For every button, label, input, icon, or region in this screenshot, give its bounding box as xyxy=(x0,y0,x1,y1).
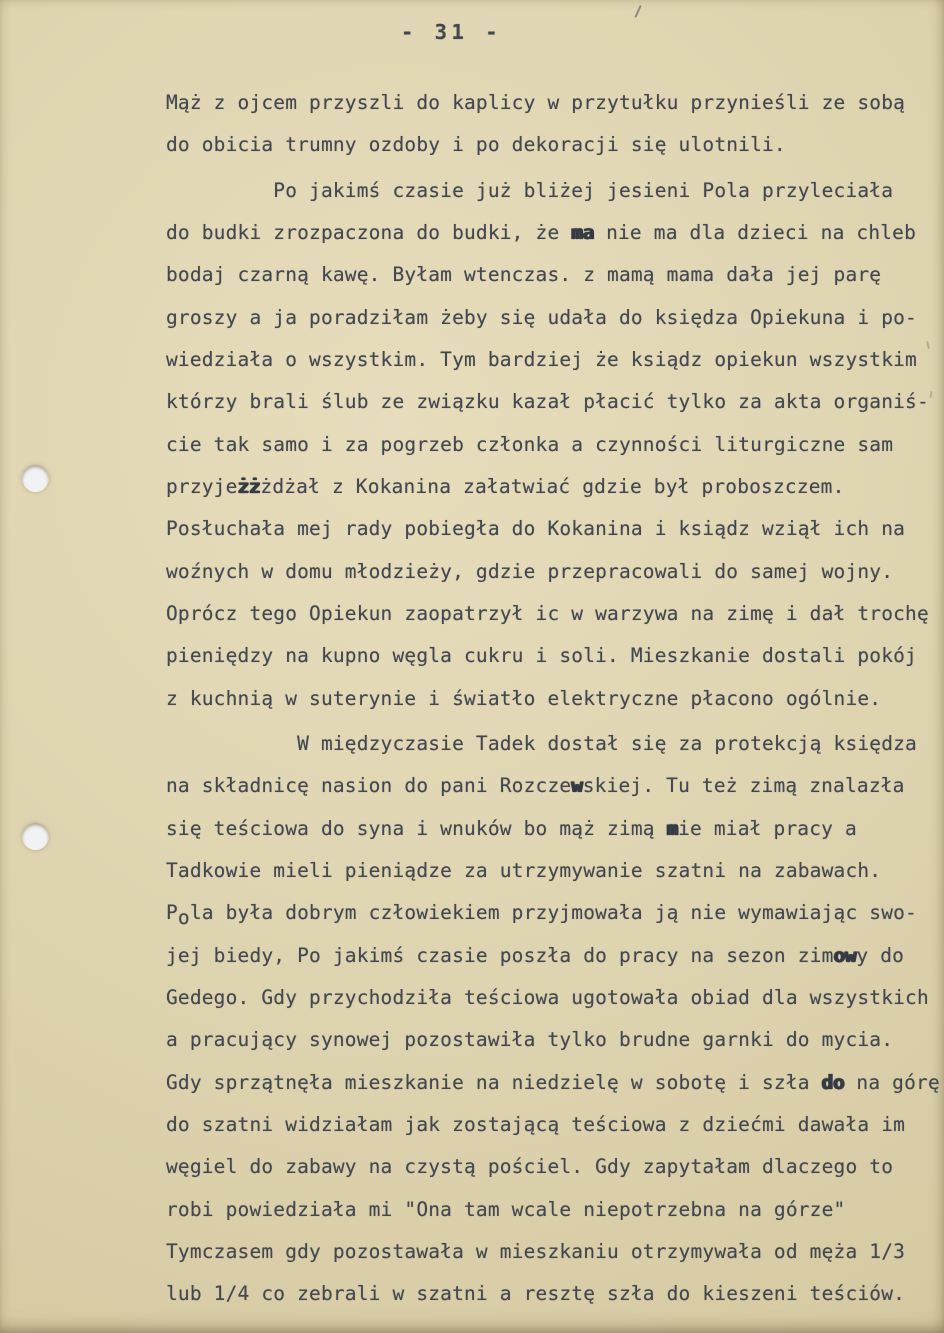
paper-speck xyxy=(929,391,932,398)
text-line: Tymczasem gdy pozostawała w mieszkaniu otrzymywała od męża 1/3 xyxy=(166,1239,906,1263)
overstruck-text: m xyxy=(666,816,679,840)
text-line: Tadkowie mieli pieniądze za utrzymywanie szatni na zabawach. xyxy=(166,858,882,882)
overstruck-text: ow xyxy=(833,943,857,967)
text-body xyxy=(166,82,940,1316)
overstruck-text: ma xyxy=(571,220,595,244)
text-line: groszy a ja poradziłam żeby się udała do księdza Opiekuna i po- xyxy=(166,305,917,329)
text-line: się teściowa do syna i wnuków bo mąż zimą mie miał pracy a xyxy=(166,816,857,840)
text-line: wiedziała o wszystkim. Tym bardziej że ksiądz opiekun wszystkim xyxy=(166,347,917,371)
text-line: lub 1/4 co zebrali w szatni a resztę szła do kieszeni teściów. xyxy=(166,1282,906,1306)
text-line: do obicia trumny ozdoby i po dekoracji się ulotnili. xyxy=(166,133,786,157)
lowered-text: o xyxy=(177,906,190,930)
text-line: węgiel do zabawy na czystą pościel. Gdy zapytałam dlaczego to xyxy=(166,1155,894,1179)
text-line: Oprócz tego Opiekun zaopatrzył ic w warzywa na zimę i dał trochę xyxy=(166,601,929,625)
text-line: robi powiedziała mi "Ona tam wcale niepotrzebna na górze" xyxy=(166,1197,846,1221)
text-line: jej biedy, Po jakimś czasie poszła do pracy na sezon zimowy do xyxy=(166,943,905,967)
text-line: Mąż z ojcem przyszli do kaplicy w przytułku przynieśli ze sobą xyxy=(166,91,906,114)
text-line: a pracujący synowej pozostawiła tylko brudne garnki do mycia. xyxy=(166,1028,894,1052)
overstruck-text: do xyxy=(821,1070,845,1094)
text-line: Gedego. Gdy przychodziła teściowa ugotowała obiad dla wszystkich xyxy=(166,985,929,1009)
text-line: z kuchnią w suterynie i światło elektryczne płacono ogólnie. xyxy=(166,686,882,710)
overstruck-text: w xyxy=(571,774,583,798)
paragraph xyxy=(166,82,928,167)
text-line: cie tak samo i za pogrzeb członka a czynności liturgiczne sam xyxy=(166,432,894,456)
text-line: Posłuchała mej rady pobiegła do Kokanina i ksiądz wziął ich na xyxy=(166,517,906,541)
overstruck-text: żż xyxy=(237,474,261,498)
text-line: Po jakimś czasie już bliżej jesieni Pola przyleciała xyxy=(166,178,894,202)
stray-mark-icon xyxy=(634,5,641,18)
page-number: - 31 - xyxy=(401,20,503,44)
paragraph xyxy=(166,723,940,1316)
text-line: Pola była dobrym człowiekiem przyjmowała ją nie wymawiając swo- xyxy=(166,901,917,930)
text-line: którzy brali ślub ze związku kazał płacić tylko za akta organiś- xyxy=(166,390,929,414)
paragraph xyxy=(166,170,928,720)
text-line: Gdy sprzątnęła mieszkanie na niedzielę w sobotę i szła do na górę xyxy=(166,1070,940,1094)
text-line: bodaj czarną kawę. Byłam wtenczas. z mamą mama dała jej parę xyxy=(166,263,882,287)
text-line: woźnych w domu młodzieży, gdzie przepracowali do samej wojny. xyxy=(166,559,894,583)
punch-hole-bottom xyxy=(22,823,49,850)
text-line: na składnicę nasion do pani Rozczewskiej. Tu też zimą znalazła xyxy=(166,774,905,798)
text-line: W międzyczasie Tadek dostał się za protekcją księdza xyxy=(166,731,917,755)
text-line: do budki zrozpaczona do budki, że ma nie ma dla dzieci na chleb xyxy=(166,220,917,244)
punch-hole-top xyxy=(22,465,49,492)
text-line: do szatni widziałam jak zostającą teściowa z dziećmi dawała im xyxy=(166,1112,906,1136)
text-line: przyjeżżżdżał z Kokanina załatwiać gdzie był proboszczem. xyxy=(166,474,845,498)
text-line: pieniędzy na kupno węgla cukru i soli. Mieszkanie dostali pokój xyxy=(166,644,917,668)
